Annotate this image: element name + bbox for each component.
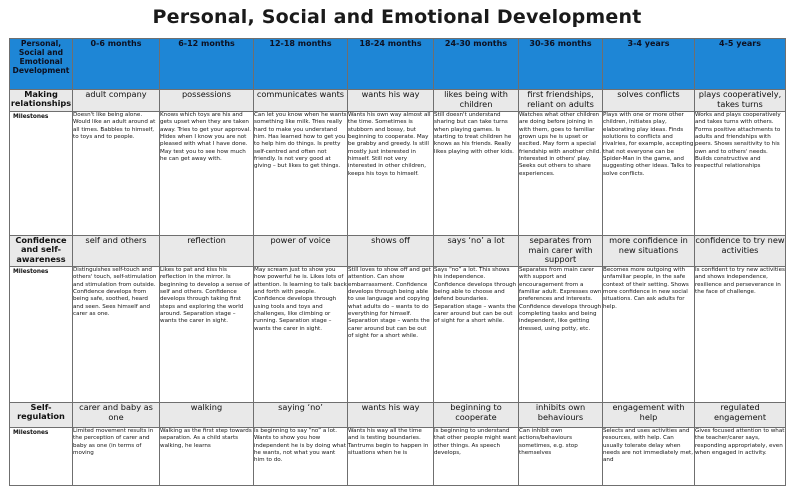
header-area: Personal, Social and Emotional Development bbox=[10, 39, 73, 90]
milestone-cell: Still loves to show off and get attention. Can show embarrassment. Confidence develops through being able to use language and copying what adults do – wants to do everything for himself. Separation stage – wants the carer around but can be out of sight for a short while. bbox=[348, 267, 434, 403]
stage-heading: engagement with help bbox=[603, 403, 695, 428]
milestone-cell: Selects and uses activities and resources, with help. Can usually tolerate delay when needs are not immediately met, and bbox=[603, 428, 695, 486]
milestone-cell: Becomes more outgoing with unfamiliar people, in the safe context of their setting. Shows more confidence in new social situations. Can ask adults for help. bbox=[603, 267, 695, 403]
stage-heading: solves conflicts bbox=[603, 90, 695, 112]
stage-heading: power of voice bbox=[254, 236, 348, 267]
header-0-6-months: 0-6 months bbox=[73, 39, 160, 90]
stage-heading: saying ‘no’ bbox=[254, 403, 348, 428]
milestone-cell: Gives focused attention to what the teacher/carer says, responding appropriately, even when engaged in activity. bbox=[695, 428, 786, 486]
milestone-cell: Distinguishes self-touch and others' touch, self-stimulation and stimulation from outside. Confidence develops from being safe, soothed, heard and seen. Sees himself and carer as one. bbox=[73, 267, 160, 403]
stage-heading: plays cooperatively, takes turns bbox=[695, 90, 786, 112]
stage-heading: adult company bbox=[73, 90, 160, 112]
stage-heading: inhibits own behaviours bbox=[519, 403, 603, 428]
header-12-18-months: 12-18 months bbox=[254, 39, 348, 90]
milestone-cell: Doesn't like being alone. Would like an adult around at all times. Babbles to himself, to toys and to people. bbox=[73, 112, 160, 236]
stage-heading: wants his way bbox=[348, 403, 434, 428]
milestone-cell: Still doesn't understand sharing but can take turns when playing games. Is starting to treat children he knows as his friends. Really likes playing with other kids. bbox=[434, 112, 519, 236]
header-18-24-months: 18-24 months bbox=[348, 39, 434, 90]
section-heading-row bbox=[10, 403, 786, 428]
stage-heading: carer and baby as one bbox=[73, 403, 160, 428]
milestone-cell: Is confident to try new activities and shows independence, resilience and perseverance in the face of challenge. bbox=[695, 267, 786, 403]
milestone-cell: Likes to pat and kiss his reflection in the mirror. Is beginning to develop a sense of self and others. Confidence develops through taking first steps and exploring the world around. Separation stage – wants the carer in sight. bbox=[160, 267, 254, 403]
milestone-cell: Walking as the first step towards separation. As a child starts walking, he learns bbox=[160, 428, 254, 486]
stage-heading: self and others bbox=[73, 236, 160, 267]
milestone-cell: Separates from main carer with support and encouragement from a familiar adult. Expresses own preferences and interests. Confidence develops through completing tasks and being independent, like getting dressed, using potty, etc. bbox=[519, 267, 603, 403]
milestones-label: Milestones bbox=[10, 112, 73, 236]
header-3-4-years: 3-4 years bbox=[603, 39, 695, 90]
milestone-cell: Can let you know when he wants something like milk. Tries really hard to make you understand him. Has learned how to get you to help him do things. Is pretty self-centred and often not friendly. Is not very good at giving – but likes to get things. bbox=[254, 112, 348, 236]
stage-heading: reflection bbox=[160, 236, 254, 267]
stage-heading: communicates wants bbox=[254, 90, 348, 112]
stage-heading: first friendships, reliant on adults bbox=[519, 90, 603, 112]
section-name: Self-regulation bbox=[10, 403, 73, 428]
stage-heading: shows off bbox=[348, 236, 434, 267]
section-name: Making relationships bbox=[10, 90, 73, 112]
milestone-cell: Works and plays cooperatively and takes turns with others. Forms positive attachments to adults and friendships with peers. Shows sensitivity to his own and to others' needs. Builds constructive and respectful relationships bbox=[695, 112, 786, 236]
milestone-cell: Knows which toys are his and gets upset when they are taken away. Tries to get your approval. Hides when I know you are not pleased with what I have done. May test you to see how much he can get away with. bbox=[160, 112, 254, 236]
development-table bbox=[9, 38, 786, 486]
stage-heading: confidence to try new activities bbox=[695, 236, 786, 267]
header-6-12-months: 6-12 months bbox=[160, 39, 254, 90]
milestone-cell: Plays with one or more other children, initiates play, elaborating play ideas. Finds solutions to conflicts and rivalries, for example, accepting that not everyone can be Spider-Man in the game, and suggesting other ideas. Talks to solve conflicts. bbox=[603, 112, 695, 236]
stage-heading: possessions bbox=[160, 90, 254, 112]
milestone-cell: Wants his way all the time and is testing boundaries. Tantrums begin to happen in situations when he is bbox=[348, 428, 434, 486]
header-30-36-months: 30-36 months bbox=[519, 39, 603, 90]
stage-heading: likes being with children bbox=[434, 90, 519, 112]
stage-heading: regulated engagement bbox=[695, 403, 786, 428]
milestone-cell: Limited movement results in the perception of carer and baby as one (in terms of moving bbox=[73, 428, 160, 486]
stage-heading: says ‘no’ a lot bbox=[434, 236, 519, 267]
stage-heading: separates from main carer with support bbox=[519, 236, 603, 267]
stage-heading: wants his way bbox=[348, 90, 434, 112]
header-24-30-months: 24-30 months bbox=[434, 39, 519, 90]
milestone-cell: May scream just to show you how powerful he is. Likes lots of attention. Is learning to talk back and forth with people. Confidence develops through using tools and toys and challenges, like climbing or running. Separation stage – wants the carer in sight. bbox=[254, 267, 348, 403]
milestones-row bbox=[10, 428, 786, 486]
header-4-5-years: 4-5 years bbox=[695, 39, 786, 90]
page-title: Personal, Social and Emotional Development bbox=[152, 6, 642, 28]
header-row bbox=[10, 39, 786, 90]
milestones-label: Milestones bbox=[10, 428, 73, 486]
milestone-cell: Is beginning to understand that other people might want other things. As speech develops, bbox=[434, 428, 519, 486]
milestones-row bbox=[10, 112, 786, 236]
milestones-row bbox=[10, 267, 786, 403]
milestone-cell: Wants his own way almost all the time. Sometimes is stubborn and bossy, but beginning to cooperate. May be grabby and greedy. Is still mostly just interested in himself. Still not very interested in other children, keeps his toys to himself. bbox=[348, 112, 434, 236]
stage-heading: more confidence in new situations bbox=[603, 236, 695, 267]
milestones-label: Milestones bbox=[10, 267, 73, 403]
stage-heading: beginning to cooperate bbox=[434, 403, 519, 428]
stage-heading: walking bbox=[160, 403, 254, 428]
milestone-cell: Watches what other children are doing before joining in with them, goes to familiar grown ups he is upset or excited. May form a special friendship with another child. Interested in others' play. Seeks out others to share experiences. bbox=[519, 112, 603, 236]
section-heading-row bbox=[10, 236, 786, 267]
milestone-cell: Can inhibit own actions/behaviours sometimes, e.g. stop themselves bbox=[519, 428, 603, 486]
milestone-cell: Is beginning to say “no” a lot. Wants to show you how independent he is by doing what he wants, not what you want him to do. bbox=[254, 428, 348, 486]
section-heading-row bbox=[10, 90, 786, 112]
milestone-cell: Says “no” a lot. This shows his independence. Confidence develops through being able to choose and defend boundaries. Separation stage – wants the carer around but can be out of sight for a short while. bbox=[434, 267, 519, 403]
section-name: Confidence and self-awareness bbox=[10, 236, 73, 267]
